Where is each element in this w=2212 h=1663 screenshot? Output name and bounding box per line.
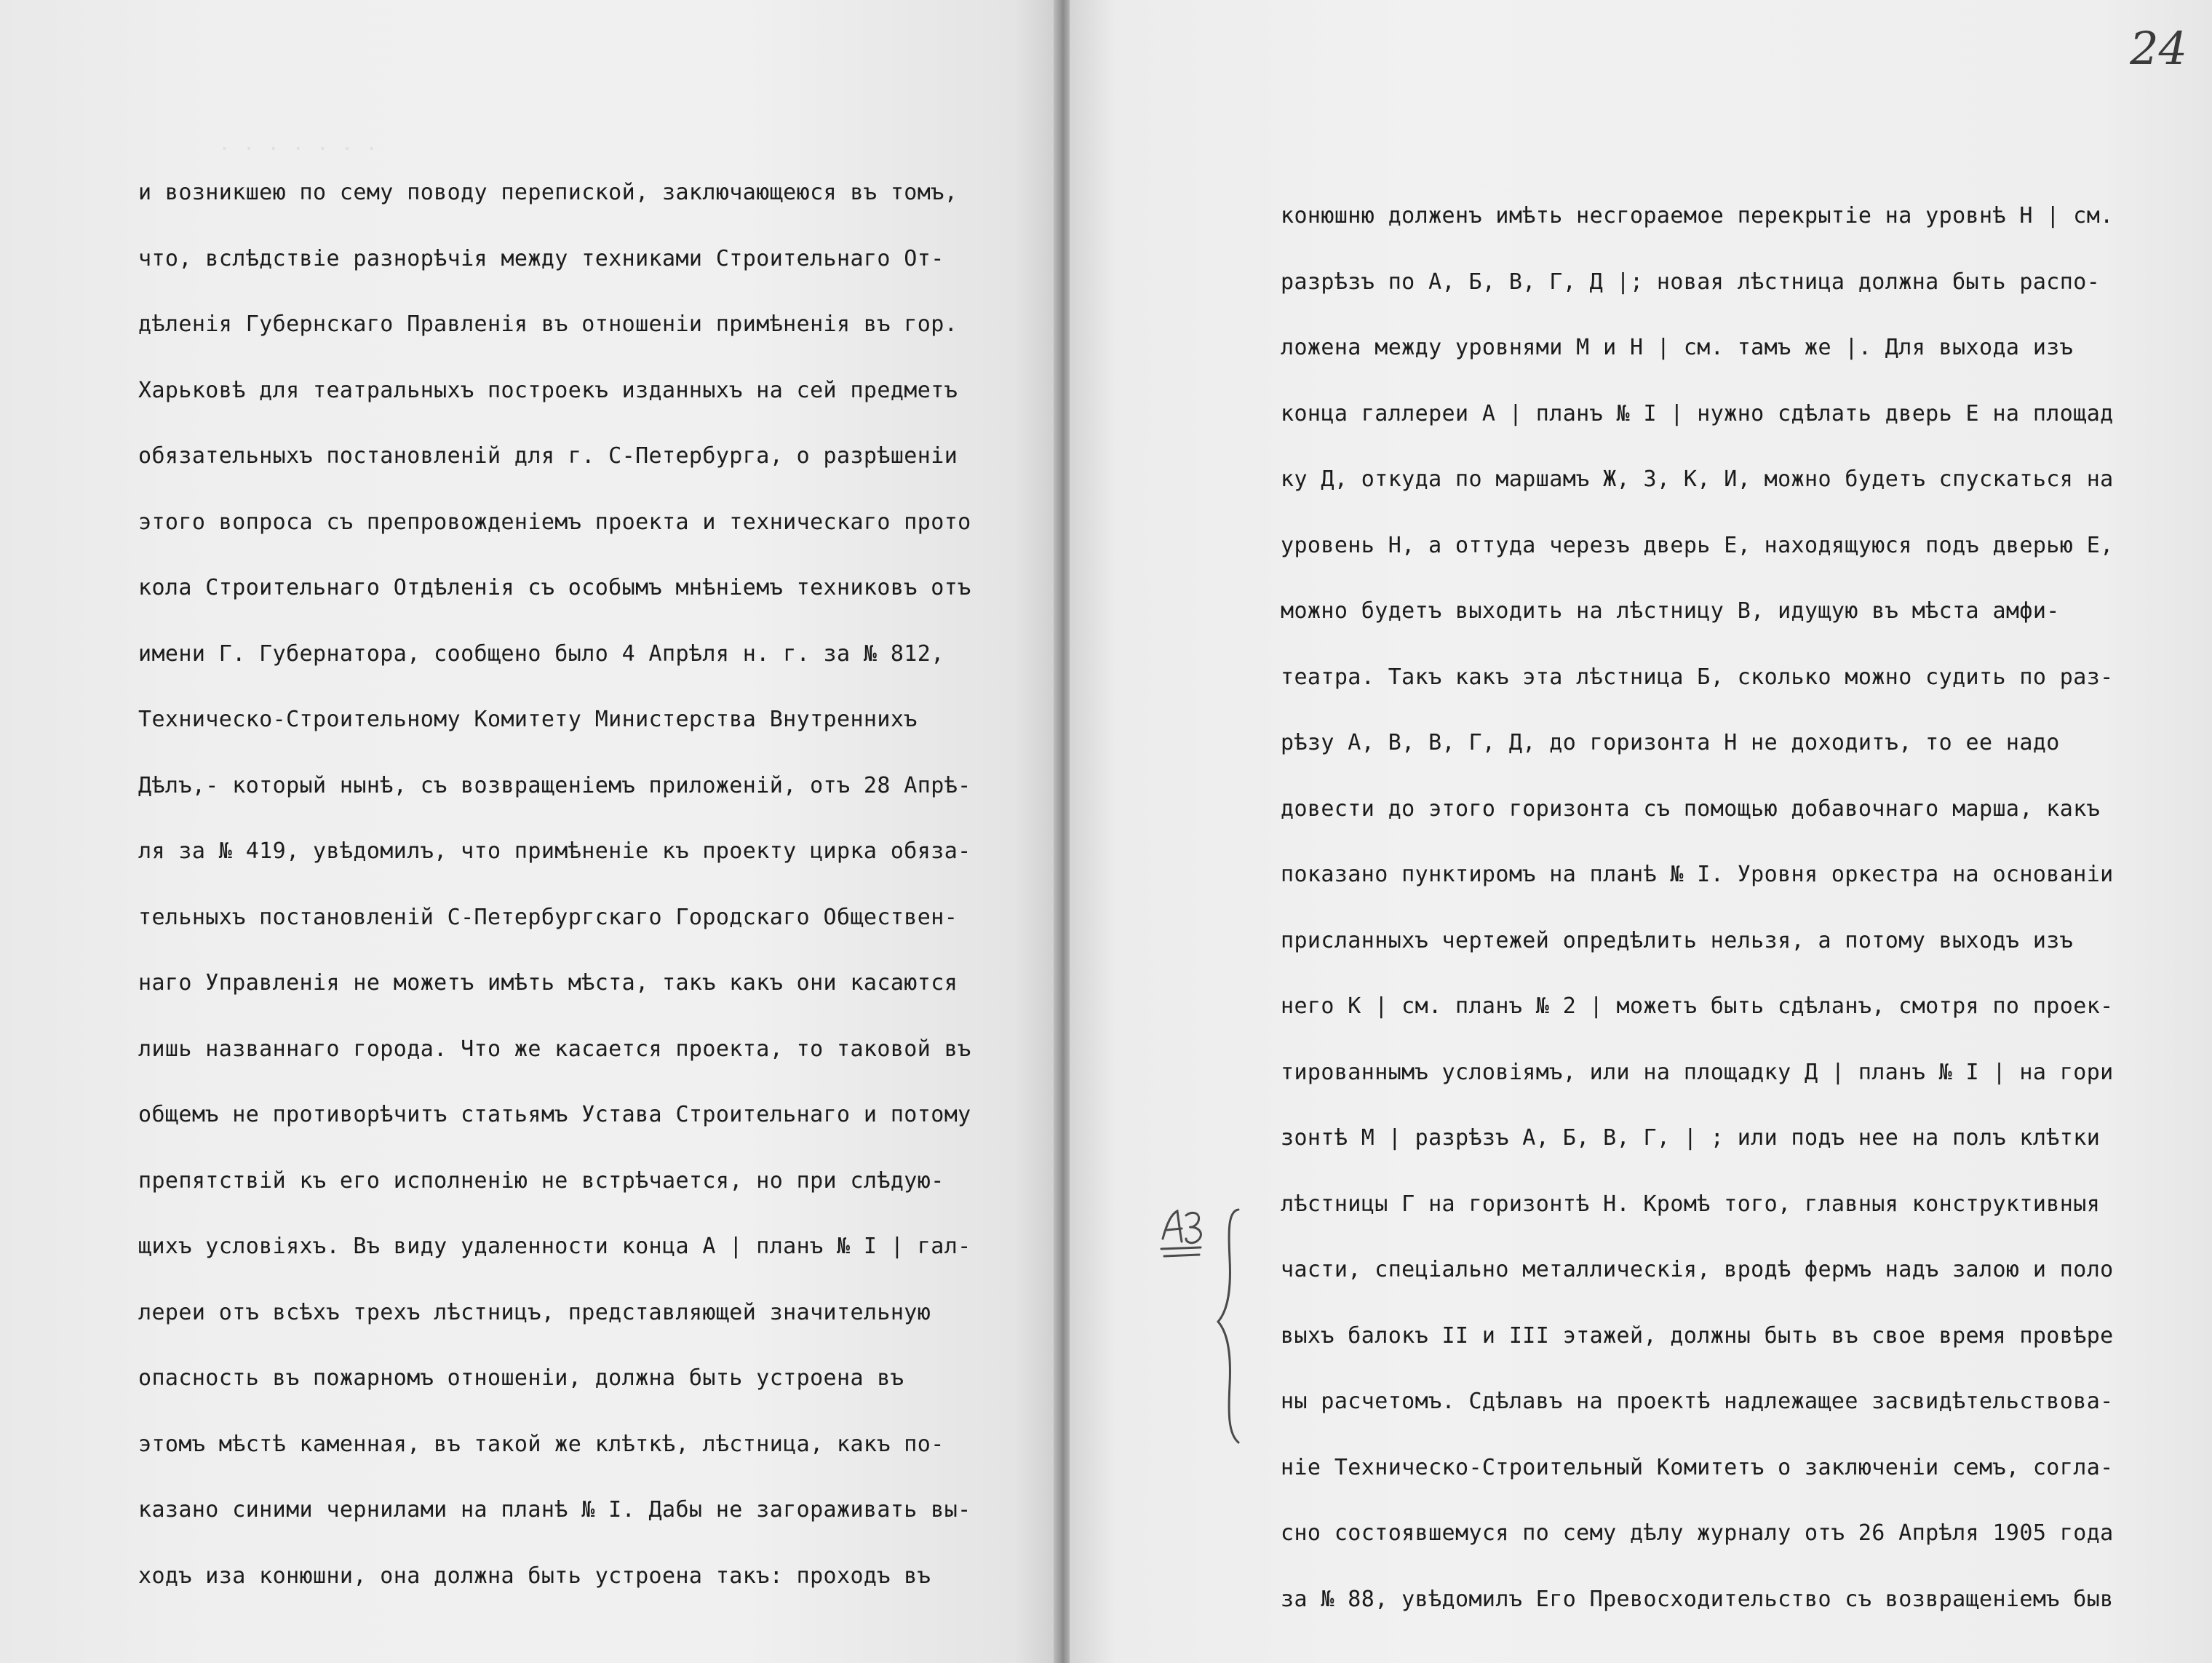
right-text-line: показано пунктиромъ на планѣ № I. Уровня оркестра на основаніи — [1281, 862, 2114, 887]
left-text-line: кола Строительнаго Отдѣленія съ особымъ мнѣніемъ техниковъ отъ — [138, 575, 971, 600]
left-text-line: дѣленія Губернскаго Правленія въ отношеніи примѣненія въ гор. — [138, 311, 958, 337]
right-text-line: уровень Н, а оттуда черезъ дверь Е, находящуюся подъ дверью Е, — [1281, 532, 2114, 558]
left-text-line: казано синими чернилами на планѣ № I. Дабы не загораживать вы- — [138, 1497, 971, 1523]
left-text-line: наго Управленія не можетъ имѣть мѣста, такъ какъ они касаются — [138, 970, 958, 996]
left-text-line: тельныхъ постановленій С-Петербургскаго Городскаго Обществен- — [138, 904, 958, 930]
right-text-line: присланныхъ чертежей опредѣлить нельзя, а потому выходъ изъ — [1281, 927, 2074, 953]
left-text-line: этого вопроса съ препровожденіемъ проекта и техническаго прото — [138, 509, 971, 535]
right-text-line: ніе Техническо-Строительный Комитетъ о заключеніи семъ, согла- — [1281, 1454, 2114, 1480]
right-text-line: зонтѣ М | разрѣзъ А, Б, В, Г, | ; или подъ нее на полъ клѣтки — [1281, 1125, 2101, 1151]
left-text-line: этомъ мѣстѣ каменная, въ такой же клѣткѣ, лѣстница, какъ по- — [138, 1431, 944, 1457]
right-text-line: довести до этого горизонта съ помощью добавочнаго марша, какъ — [1281, 795, 2101, 822]
right-text-line: него К | см. планъ № 2 | можетъ быть сдѣланъ, смотря по проек- — [1281, 993, 2114, 1019]
right-text-line: театра. Такъ какъ эта лѣстница Б, сколько можно судить по раз- — [1281, 664, 2114, 690]
right-text-line: ку Д, откуда по маршамъ Ж, З, К, И, можно будетъ спускаться на — [1281, 467, 2114, 492]
right-text-line: части, спеціально металлическія, вродѣ фермъ надъ залою и поло — [1281, 1257, 2114, 1282]
right-text-line: сно состоявшемуся по сему дѣлу журналу отъ 26 Апрѣля 1905 года — [1281, 1520, 2114, 1546]
left-text-line: Дѣлъ,- который нынѣ, съ возвращеніемъ приложеній, отъ 28 Апрѣ- — [138, 772, 971, 798]
right-text-line: разрѣзъ по А, Б, В, Г, Д |; новая лѣстница должна быть распо- — [1281, 269, 2101, 295]
margin-brace-icon — [1157, 1201, 1266, 1448]
left-text-line: препятствій къ его исполненію не встрѣчается, но при слѣдую- — [138, 1167, 944, 1194]
left-text-line: обязательныхъ постановленій для г. С-Петербурга, о разрѣшеніи — [138, 443, 958, 469]
right-text-line: ны расчетомъ. Сдѣлавъ на проектѣ надлежащее засвидѣтельствова- — [1281, 1389, 2114, 1414]
left-text-line: общемъ не противорѣчитъ статьямъ Устава Строительнаго и потому — [138, 1102, 971, 1127]
left-text-line: опасность въ пожарномъ отношеніи, должна быть устроена въ — [138, 1365, 904, 1391]
right-text-line: конюшню долженъ имѣть несгораемое перекрытіе на уровнѣ Н | см. — [1281, 203, 2114, 229]
right-text-line: лѣстницы Г на горизонтѣ Н. Кромѣ того, главныя конструктивныя — [1281, 1191, 2101, 1217]
right-text-line: за № 88, увѣдомилъ Его Превосходительство съ возвращеніемъ быв — [1281, 1586, 2114, 1612]
right-text-line: рѣзу А, В, В, Г, Д, до горизонта Н не доходитъ, то ее надо — [1281, 730, 2060, 755]
right-text-line: конца галлереи А | планъ № I | нужно сдѣлать дверь Е на площад — [1281, 400, 2114, 426]
left-text-line: и возникшею по сему поводу перепиской, заключающеюся въ томъ, — [138, 180, 958, 205]
margin-annotation — [1157, 1201, 1266, 1452]
right-text-line: ложена между уровнями М и Н | см. тамъ же |. Для выхода изъ — [1281, 335, 2074, 360]
left-page: . . . . . . . и возникшею по сему поводу перепиской, заключающеюся въ томъ, что, вслѣдствіе разнорѣчія между техниками Строительнаго От- дѣленія Губернскаго Правленія въ отношеніи примѣненія въ гор. Харьковѣ для театральныхъ построекъ изданныхъ на сей предметъ обязательныхъ постановленій для г. С-Петербурга, о разрѣшеніи этого вопроса съ препровожденіемъ проекта и техническаго прото кола Строительнаго Отдѣленія съ особымъ мнѣніемъ техниковъ отъ имени Г. Губернатора, сообщено было 4 Апрѣля н. г. за № 812, Техническо-Строительному Комитету Министерства Внутреннихъ Дѣлъ,- который нынѣ, съ возвращеніемъ приложеній, отъ 28 Апрѣ- ля за № 419, увѣдомилъ, что примѣненіе къ проекту цирка обяза- тельныхъ постановленій С-Петербургскаго Городскаго Обществен- наго Управленія не можетъ имѣть мѣста, такъ какъ они касаются лишь названнаго города. Что же касается проекта, то таковой въ общемъ не противорѣчитъ статьямъ Устава Строительнаго и потому препятствій къ его исполненію не встрѣчается, но при слѣдую- щихъ условіяхъ. Въ виду удаленности конца А | планъ № I | гал- лереи отъ всѣхъ трехъ лѣстницъ, представляющей значительную опасность въ пожарномъ отношеніи, должна быть устроена въ этомъ мѣстѣ каменная, въ такой же клѣткѣ, лѣстница, какъ по- казано синими чернилами на планѣ № I. Дабы не загораживать вы- ходъ иза конюшни, она должна быть устроена такъ: проходъ въ — [0, 0, 1057, 1663]
left-text-line: Харьковѣ для театральныхъ построекъ изданныхъ на сей предметъ — [138, 377, 958, 403]
left-text-line: что, вслѣдствіе разнорѣчія между техниками Строительнаго От- — [138, 245, 944, 271]
right-text-line: тированнымъ условіямъ, или на площадку Д | планъ № I | на гори — [1281, 1059, 2114, 1085]
left-text-line: имени Г. Губернатора, сообщено было 4 Апрѣля н. г. за № 812, — [138, 640, 944, 667]
left-text-line: ля за № 419, увѣдомилъ, что примѣненіе къ проекту цирка обяза- — [138, 838, 971, 864]
left-text-line: Техническо-Строительному Комитету Министерства Внутреннихъ — [138, 707, 918, 732]
left-text-line: ходъ иза конюшни, она должна быть устроена такъ: проходъ въ — [138, 1563, 931, 1589]
left-text-line: лереи отъ всѣхъ трехъ лѣстницъ, представляющей значительную — [138, 1299, 931, 1325]
right-text-line: можно будетъ выходить на лѣстницу В, идущую въ мѣста амфи- — [1281, 598, 2060, 624]
left-text-line: щихъ условіяхъ. Въ виду удаленности конца А | планъ № I | гал- — [138, 1234, 971, 1259]
folio-number: 24 — [2130, 22, 2187, 75]
left-text-line: лишь названнаго города. Что же касается проекта, то таковой въ — [138, 1036, 971, 1062]
right-text-line: выхъ балокъ II и III этажей, должны быть въ свое время провѣре — [1281, 1322, 2114, 1349]
